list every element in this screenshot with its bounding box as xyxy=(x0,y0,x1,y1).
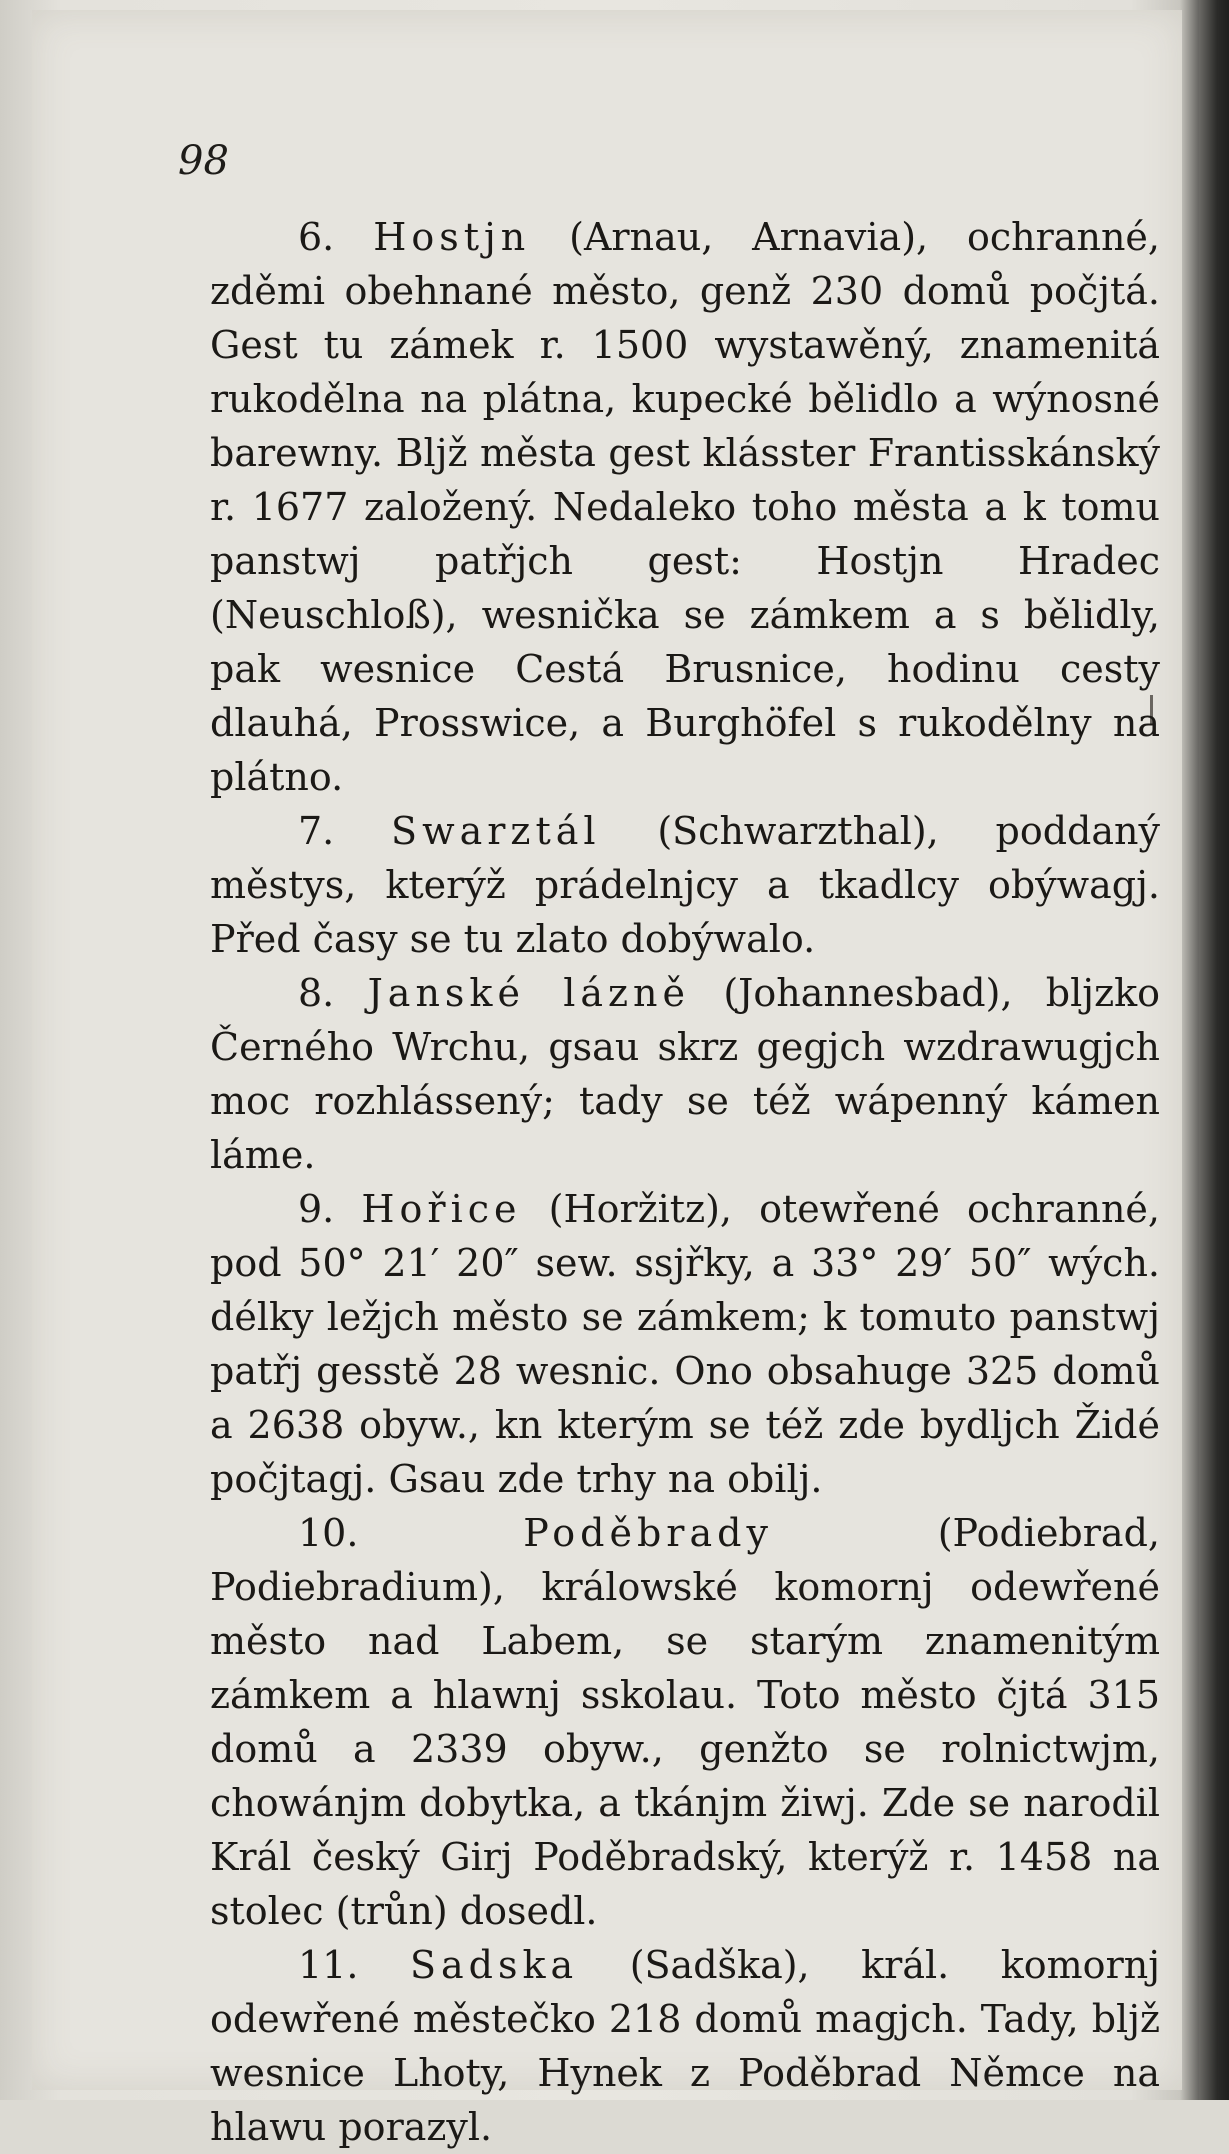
page-number: 98 xyxy=(178,138,229,184)
entry-text: (Sadška), král. komornj odewřené městečko 218 domů magjch. Tady, bljž wesnice Lhoty, Hynek z Poděbrad Němce na hlawu porazyl. xyxy=(210,1943,1160,2149)
paragraph-11 xyxy=(210,1938,1160,2154)
place-name: Sadska xyxy=(409,1943,579,1987)
entry-text: (Schwarzthal), poddaný městys, kterýž prádelnjcy a tkadlcy obýwagj. Před časy se tu zlato dobýwalo. xyxy=(210,809,1160,961)
page-text xyxy=(210,210,1160,2154)
paragraph-8 xyxy=(210,966,1160,1182)
place-name: Swarztál xyxy=(391,809,601,853)
paragraph-6 xyxy=(210,210,1160,804)
entry-number: 11. xyxy=(298,1943,359,1987)
entry-number: 8. xyxy=(298,971,335,1015)
place-name: Janské lázně xyxy=(367,971,691,1015)
paragraph-7 xyxy=(210,804,1160,966)
entry-text: (Podiebrad, Podiebradium), králowské komornj odewřené město nad Labem, se starým znamenitým zámkem a hlawnj sskolau. Toto město čjtá 315 domů a 2339 obyw., genžto se rolnictwjm, chowánjm dobytka, a tkánjm žiwj. Zde se narodil Král český Girj Poděbradský, kterýž r. 1458 na stolec (trůn) dosedl. xyxy=(210,1511,1160,1933)
entry-number: 10. xyxy=(298,1511,359,1555)
entry-number: 6. xyxy=(298,215,335,259)
entry-text: (Johannesbad), bljzko Černého Wrchu, gsau skrz gegjch wzdrawugjch moc rozhlássený; tady se též wápenný kámen láme. xyxy=(210,971,1160,1177)
place-name: Hořice xyxy=(361,1187,522,1231)
entry-number: 9. xyxy=(298,1187,335,1231)
place-name: Poděbrady xyxy=(523,1511,773,1555)
entry-text: (Horžitz), otewřené ochranné, pod 50° 21′ 20″ sew. ssjřky, a 33° 29′ 50″ wých. délky ležjch město se zámkem; k tomuto panstwj patřj gesstě 28 wesnic. Ono obsahuge 325 domů a 2638 obyw., kn kterým se též zde bydljch Židé počjtagj. Gsau zde trhy na obilj. xyxy=(210,1187,1160,1501)
book-spine-shadow xyxy=(1199,0,1229,2100)
place-name: Hostjn xyxy=(373,215,531,259)
paragraph-9 xyxy=(210,1182,1160,1506)
entry-text: (Arnau, Arnavia), ochranné, zděmi obehnané město, genž 230 domů počjtá. Gest tu zámek r. 1500 wystawěný, znamenitá rukodělna na plátna, kupecké bělidlo a wýnosné barewny. Bljž města gest klásster Frantisskánský r. 1677 založený. Nedaleko toho města a k tomu panstwj patřjch gest: Hostjn Hradec (Neuschloß), wesnička se zámkem a s bělidly, pak wesnice Cestá Brusnice, hodinu cesty dlauhá, Prosswice, a Burghöfel s rukodělny na plátno. xyxy=(210,215,1160,799)
entry-number: 7. xyxy=(298,809,335,853)
paragraph-10 xyxy=(210,1506,1160,1938)
